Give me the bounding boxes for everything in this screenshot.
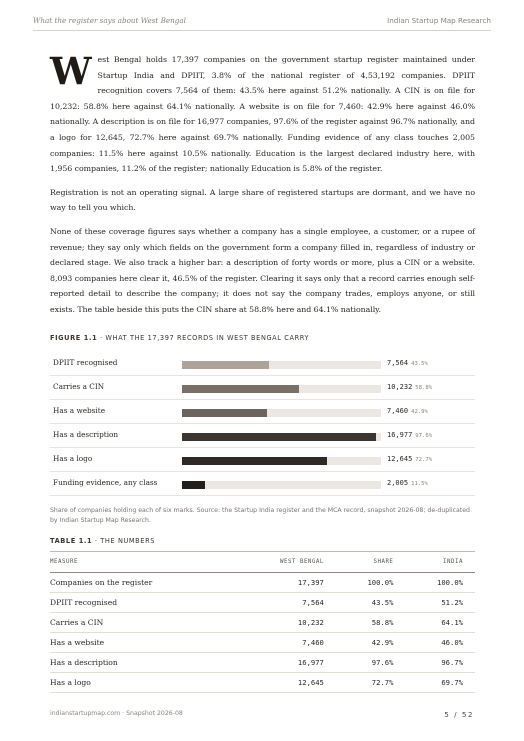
paragraph-2: Registration is not an operating signal. A large share of registered startups are dormant, and we have no way to tell you which. <box>50 187 475 213</box>
table-title: · THE NUMBERS <box>92 537 156 545</box>
cell-india: 51.2% <box>405 593 475 613</box>
figure-caption: Share of companies holding each of six marks. Source: the Startup India register and the MCA record, snapshot 2026-08; de-duplicated by Indian Startup Map Research. <box>50 507 470 524</box>
bar-track <box>182 409 381 417</box>
bar-share: 97.6% <box>415 433 433 439</box>
bar-label: DPIIT recognised <box>53 358 118 367</box>
header-share: SHARE <box>336 552 406 573</box>
paragraph-1-text: est Bengal holds 17,397 companies on the government startup register maintained under Startup India and DPIIT, 3.8% of the national register of 4,53,192 companies. DPIIT recognition covers 7,564 of them: 43.5% here against 51.2% nationally. A CIN is on file for 10,232: 58.8% here against 64.1% nationally. A website is on file for 7,460: 42.9% here against 46.0% nationally. A description is on file for 16,977 companies, 97.6% of the register against 96.7% nationally, and a logo for 12,645, 72.7% here against 69.7% nationally. Funding evidence of any class touches 2,005 companies: 11.5% here against 10.5% nationally. Education is the largest declared industry here, with 1,956 companies, 11.2% of the register; nationally Education is 5.8% of the register. <box>50 55 475 174</box>
bar-value <box>387 383 432 391</box>
paragraph-1 <box>50 49 475 177</box>
bar-count: 10,232 <box>387 383 413 391</box>
table-row <box>50 573 475 593</box>
bar-label: Funding evidence, any class <box>53 478 158 487</box>
bar-share: 72.7% <box>415 457 433 463</box>
cell-west-bengal: 16,977 <box>234 653 336 673</box>
figure-title: · WHAT THE 17,397 RECORDS IN WEST BENGAL CARRY <box>97 334 310 342</box>
cell-measure: Carries a CIN <box>50 613 234 633</box>
table-header-row <box>50 552 475 573</box>
cell-share: 72.7% <box>336 673 406 693</box>
bar-count: 2,005 <box>387 479 409 487</box>
cell-measure: DPIIT recognised <box>50 593 234 613</box>
cell-measure: Companies on the register <box>50 573 234 593</box>
bar-track <box>182 457 381 465</box>
cell-west-bengal: 7,460 <box>234 633 336 653</box>
cell-measure: Has a logo <box>50 673 234 693</box>
cell-share: 58.8% <box>336 613 406 633</box>
figure-number: FIGURE 1.1 <box>50 334 98 342</box>
header-west-bengal: WEST BENGAL <box>234 552 336 573</box>
cell-west-bengal: 10,232 <box>234 613 336 633</box>
bar <box>182 481 205 489</box>
bar-row <box>50 376 475 400</box>
figure-label <box>50 334 309 342</box>
cell-india: 96.7% <box>405 653 475 673</box>
table-row <box>50 653 475 673</box>
cell-share: 97.6% <box>336 653 406 673</box>
cell-share: 42.9% <box>336 633 406 653</box>
cell-india: 64.1% <box>405 613 475 633</box>
bar-value <box>387 455 432 463</box>
page-number: 5 / 52 <box>444 710 474 719</box>
bar-row <box>50 424 475 448</box>
bar-label: Has a description <box>53 430 119 439</box>
bar-share: 58.8% <box>415 385 433 391</box>
cell-india: 46.0% <box>405 633 475 653</box>
row-divider <box>50 495 475 496</box>
bar-count: 7,564 <box>387 359 409 367</box>
cell-measure: Has a website <box>50 633 234 653</box>
numbers-table <box>50 551 475 693</box>
body-text <box>50 49 475 326</box>
bar <box>182 457 327 465</box>
table-label <box>50 537 155 545</box>
cell-share: 43.5% <box>336 593 406 613</box>
footer-source: indianstartupmap.com · Snapshot 2026-08 <box>50 710 183 717</box>
bar <box>182 385 299 393</box>
bar-value <box>387 479 428 487</box>
header-india: INDIA <box>405 552 475 573</box>
cell-india: 69.7% <box>405 673 475 693</box>
bar-track <box>182 361 381 369</box>
header-publisher: Indian Startup Map Research <box>387 16 491 25</box>
cell-west-bengal: 17,397 <box>234 573 336 593</box>
bar-label: Has a logo <box>53 454 93 463</box>
cell-west-bengal: 12,645 <box>234 673 336 693</box>
paragraph-3: None of these coverage figures says whether a company has a single employee, a customer, or a rupee of revenue; they say only which fields on the government form a company filled in, regardless of industry or declared stage. We also track a higher bar: a description of forty words or more, plus a CIN or a website. 8,093 companies here clear it, 46.5% of the register. Clearing it says only that a record carries enough self-reported detail to describe the company; it does not say the company trades, employs anyone, or still exists. The table beside this puts the CIN share at 58.8% here and 64.1% nationally. <box>50 226 475 314</box>
bar <box>182 361 269 369</box>
cell-india: 100.0% <box>405 573 475 593</box>
bar-track <box>182 481 381 489</box>
bar-label: Has a website <box>53 406 106 415</box>
bar-row <box>50 352 475 376</box>
bar-row <box>50 448 475 472</box>
bar-track <box>182 433 381 441</box>
bar-value <box>387 359 428 367</box>
cell-west-bengal: 7,564 <box>234 593 336 613</box>
bar-share: 42.9% <box>411 409 428 415</box>
bar-share: 43.5% <box>411 361 428 367</box>
bar <box>182 433 376 441</box>
table-number: TABLE 1.1 <box>50 537 93 545</box>
header-measure: MEASURE <box>50 552 234 573</box>
cell-share: 100.0% <box>336 573 406 593</box>
page-footer <box>50 710 474 717</box>
coverage-bar-chart <box>50 352 475 498</box>
bar-count: 7,460 <box>387 407 409 415</box>
bar-track <box>182 385 381 393</box>
bar-row <box>50 472 475 496</box>
cell-measure: Has a description <box>50 653 234 673</box>
table-row <box>50 593 475 613</box>
bar-label: Carries a CIN <box>53 382 105 391</box>
running-header <box>33 14 491 31</box>
header-title: What the register says about West Bengal <box>33 16 186 25</box>
bar-value <box>387 431 432 439</box>
bar-value <box>387 407 428 415</box>
table-row <box>50 673 475 693</box>
bar-share: 11.5% <box>411 481 428 487</box>
table-row <box>50 633 475 653</box>
bar-count: 16,977 <box>387 431 413 439</box>
bar-row <box>50 400 475 424</box>
drop-cap: W <box>50 49 92 93</box>
bar-count: 12,645 <box>387 455 413 463</box>
bar <box>182 409 267 417</box>
table-row <box>50 613 475 633</box>
